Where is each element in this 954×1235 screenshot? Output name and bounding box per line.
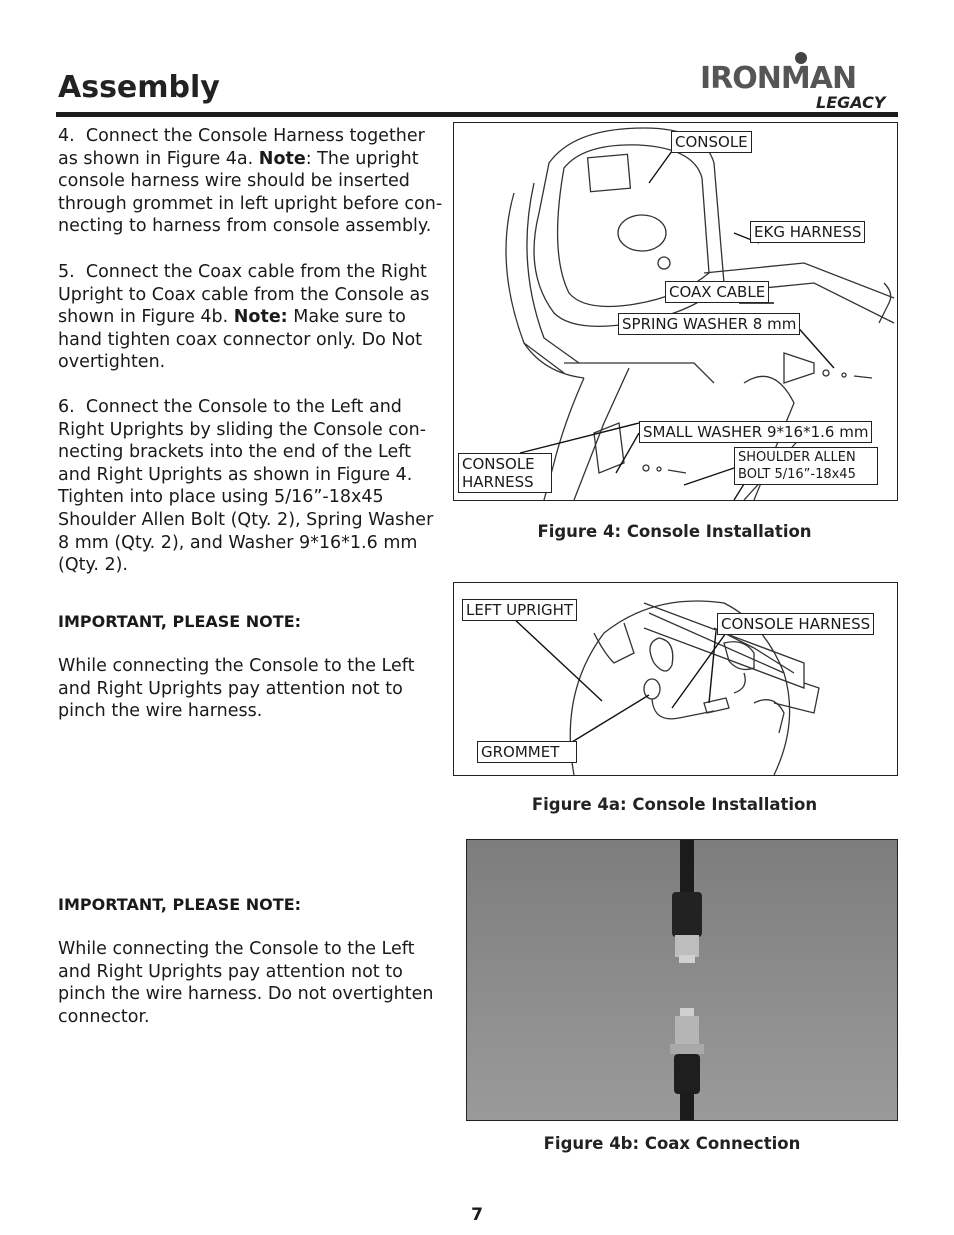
label-small-washer: SMALL WASHER 9*16*1.6 mm (639, 421, 872, 443)
logo-sub-text: LEGACY (816, 93, 886, 112)
figure-4b-coax-photo (466, 839, 898, 1121)
figure-4a-caption: Figure 4a: Console Installation (531, 795, 818, 814)
console-drawing (454, 123, 897, 500)
label-console-harness-4a: CONSOLE HARNESS (717, 613, 874, 635)
important-note-text-2: While connecting the Console to the Left and Right Uprights pay attention not to pinch the wire harness. Do not overtighten connector. (58, 939, 434, 1027)
label-coax-cable: COAX CABLE (665, 281, 769, 303)
label-console-harness: CONSOLE HARNESS (458, 453, 552, 493)
logo-main-text: IRONMAN (700, 61, 857, 96)
header-rule (56, 112, 898, 117)
page-title: Assembly (58, 70, 220, 105)
label-ekg-harness: EKG HARNESS (750, 221, 865, 243)
step-4: 4. Connect the Console Harness together as shown in Figure 4a. Note: The upright console harness wire should be inserted through grommet in left upright before con-necting to harness from console assembly. (58, 126, 443, 237)
label-shoulder-allen-bolt: SHOULDER ALLEN BOLT 5/16”-18x45 (734, 447, 878, 485)
label-grommet: GROMMET (477, 741, 577, 763)
coax-photo-drawing (467, 840, 897, 1120)
important-note-heading-1: IMPORTANT, PLEASE NOTE: (58, 612, 302, 631)
ironman-logo (698, 50, 898, 112)
step-6: 6. Connect the Console to the Left and Right Uprights by sliding the Console con-necting brackets into the end of the Left and Right Uprights as shown in Figure 4. Tighten into place using 5/16”-18x45 Shoulder Allen Bolt (Qty. 2), Spring Washer 8 mm (Qty. 2), and Washer 9*16*1.6 mm (Qty. 2). (58, 397, 434, 576)
figure-4a-console-installation (453, 582, 898, 776)
label-console: CONSOLE (671, 131, 752, 153)
figure-4-console-installation (453, 122, 898, 501)
important-note-heading-2: IMPORTANT, PLEASE NOTE: (58, 895, 302, 914)
figure-4b-caption: Figure 4b: Coax Connection (543, 1134, 801, 1153)
step-5: 5. Connect the Coax cable from the Right Upright to Coax cable from the Console as shown in Figure 4b. Note: Make sure to hand tighten coax connector only. Do Not overtighten. (58, 262, 430, 373)
label-left-upright: LEFT UPRIGHT (462, 599, 577, 621)
label-spring-washer: SPRING WASHER 8 mm (618, 313, 800, 335)
page-number: 7 (471, 1205, 483, 1225)
important-note-text-1: While connecting the Console to the Left and Right Uprights pay attention not to pinch the wire harness. (58, 656, 415, 722)
figure-4-caption: Figure 4: Console Installation (537, 522, 812, 541)
